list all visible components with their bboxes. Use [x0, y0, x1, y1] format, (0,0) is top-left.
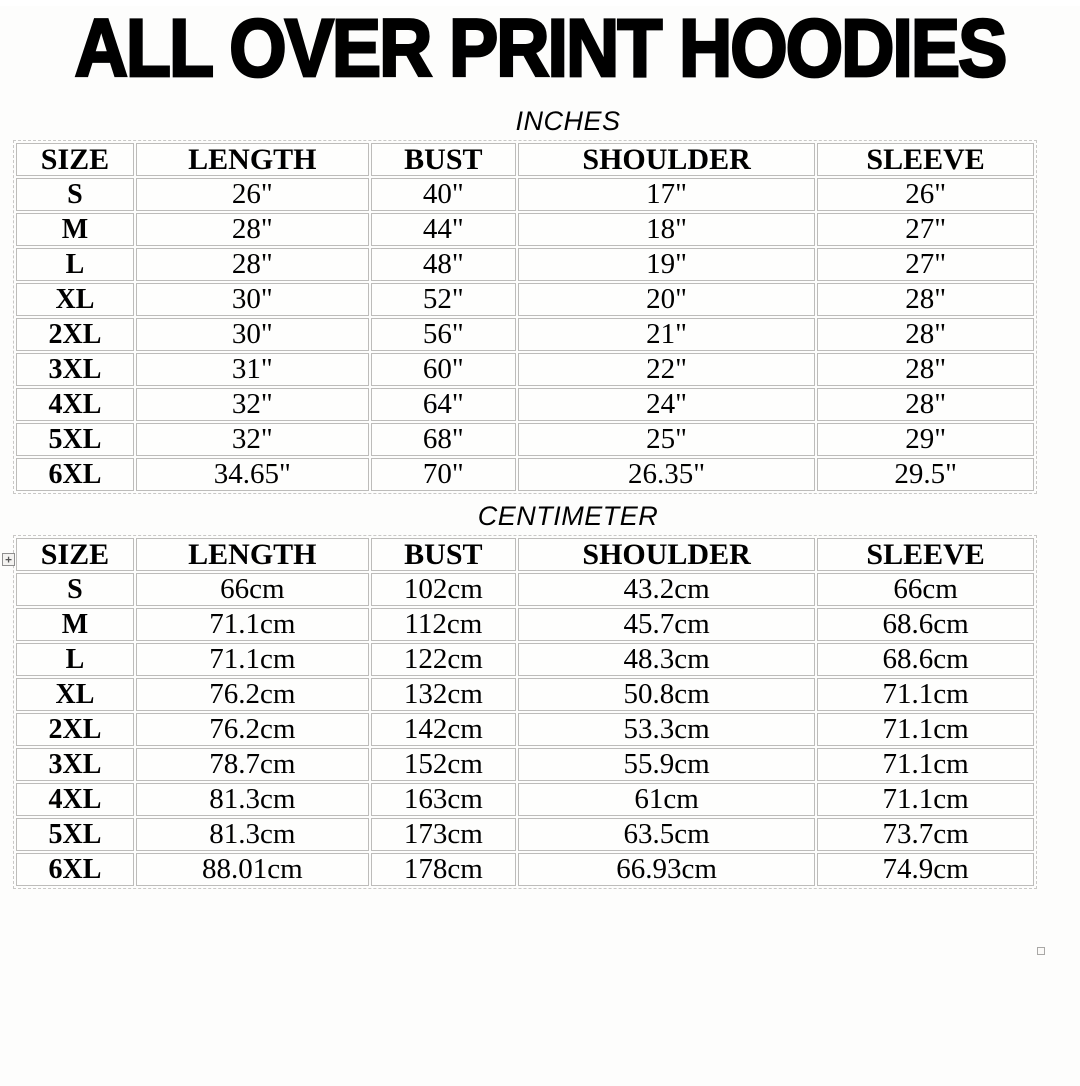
centimeter-size-table [14, 536, 1036, 888]
column-header: SHOULDER [518, 143, 815, 176]
measurement-cell: 152cm [371, 748, 516, 781]
measurement-cell: 66cm [136, 573, 369, 606]
centimeter-unit-label: CENTIMETER [477, 501, 659, 531]
column-header: SLEEVE [817, 143, 1034, 176]
table-row [16, 608, 1034, 641]
measurement-cell: 26" [136, 178, 369, 211]
measurement-cell: 27" [817, 213, 1034, 246]
measurement-cell: 21" [518, 318, 815, 351]
measurement-cell: 48.3cm [518, 643, 815, 676]
measurement-cell: 48" [371, 248, 516, 281]
measurement-cell: 76.2cm [136, 713, 369, 746]
table-row [16, 678, 1034, 711]
measurement-cell: 56" [371, 318, 516, 351]
table-row [16, 643, 1034, 676]
measurement-cell: 24" [518, 388, 815, 421]
measurement-cell: 61cm [518, 783, 815, 816]
header-row [16, 538, 1034, 571]
measurement-cell: 66cm [817, 573, 1034, 606]
table-row [16, 178, 1034, 211]
size-cell: XL [16, 283, 134, 316]
measurement-cell: 55.9cm [518, 748, 815, 781]
measurement-cell: 44" [371, 213, 516, 246]
measurement-cell: 28" [817, 283, 1034, 316]
measurement-cell: 19" [518, 248, 815, 281]
measurement-cell: 34.65" [136, 458, 369, 491]
measurement-cell: 18" [518, 213, 815, 246]
inches-unit-label: INCHES [515, 106, 621, 136]
measurement-cell: 22" [518, 353, 815, 386]
measurement-cell: 64" [371, 388, 516, 421]
table-row [16, 853, 1034, 886]
measurement-cell: 28" [817, 353, 1034, 386]
measurement-cell: 32" [136, 388, 369, 421]
size-cell: 3XL [16, 353, 134, 386]
column-header: BUST [371, 538, 516, 571]
size-cell: 6XL [16, 853, 134, 886]
measurement-cell: 53.3cm [518, 713, 815, 746]
size-cell: 5XL [16, 818, 134, 851]
size-cell: XL [16, 678, 134, 711]
table-row [16, 573, 1034, 606]
column-header: BUST [371, 143, 516, 176]
measurement-cell: 31" [136, 353, 369, 386]
size-chart-page [0, 2, 1080, 1086]
size-cell: 2XL [16, 318, 134, 351]
table-move-handle-icon[interactable]: + [2, 553, 15, 566]
column-header: LENGTH [136, 143, 369, 176]
size-cell: 2XL [16, 713, 134, 746]
measurement-cell: 173cm [371, 818, 516, 851]
measurement-cell: 71.1cm [817, 678, 1034, 711]
measurement-cell: 66.93cm [518, 853, 815, 886]
measurement-cell: 70" [371, 458, 516, 491]
measurement-cell: 45.7cm [518, 608, 815, 641]
measurement-cell: 26.35" [518, 458, 815, 491]
size-cell: L [16, 248, 134, 281]
inches-size-table [14, 141, 1036, 493]
measurement-cell: 78.7cm [136, 748, 369, 781]
measurement-cell: 28" [817, 318, 1034, 351]
measurement-cell: 29.5" [817, 458, 1034, 491]
measurement-cell: 132cm [371, 678, 516, 711]
measurement-cell: 17" [518, 178, 815, 211]
measurement-cell: 71.1cm [817, 713, 1034, 746]
size-cell: 4XL [16, 783, 134, 816]
measurement-cell: 142cm [371, 713, 516, 746]
measurement-cell: 25" [518, 423, 815, 456]
table-row [16, 748, 1034, 781]
size-cell: M [16, 608, 134, 641]
measurement-cell: 71.1cm [136, 643, 369, 676]
table-row [16, 248, 1034, 281]
column-header: SHOULDER [518, 538, 815, 571]
measurement-cell: 68.6cm [817, 608, 1034, 641]
table-resize-handle-icon[interactable] [1037, 947, 1045, 955]
measurement-cell: 20" [518, 283, 815, 316]
table-row [16, 783, 1034, 816]
measurement-cell: 68.6cm [817, 643, 1034, 676]
size-cell: S [16, 573, 134, 606]
measurement-cell: 40" [371, 178, 516, 211]
measurement-cell: 52" [371, 283, 516, 316]
measurement-cell: 71.1cm [136, 608, 369, 641]
page-title: ALL OVER PRINT HOODIES [74, 2, 1006, 95]
table-row [16, 388, 1034, 421]
measurement-cell: 81.3cm [136, 783, 369, 816]
table-row [16, 213, 1034, 246]
size-cell: 5XL [16, 423, 134, 456]
measurement-cell: 28" [817, 388, 1034, 421]
table-row [16, 423, 1034, 456]
measurement-cell: 73.7cm [817, 818, 1034, 851]
measurement-cell: 81.3cm [136, 818, 369, 851]
measurement-cell: 76.2cm [136, 678, 369, 711]
measurement-cell: 28" [136, 213, 369, 246]
measurement-cell: 71.1cm [817, 748, 1034, 781]
measurement-cell: 32" [136, 423, 369, 456]
size-cell: 3XL [16, 748, 134, 781]
size-cell: M [16, 213, 134, 246]
measurement-cell: 88.01cm [136, 853, 369, 886]
measurement-cell: 30" [136, 283, 369, 316]
size-cell: 4XL [16, 388, 134, 421]
size-cell: S [16, 178, 134, 211]
measurement-cell: 43.2cm [518, 573, 815, 606]
inches-table-border [13, 140, 1037, 494]
measurement-cell: 50.8cm [518, 678, 815, 711]
size-cell: L [16, 643, 134, 676]
header-row [16, 143, 1034, 176]
measurement-cell: 74.9cm [817, 853, 1034, 886]
table-row [16, 713, 1034, 746]
measurement-cell: 112cm [371, 608, 516, 641]
measurement-cell: 163cm [371, 783, 516, 816]
column-header: SIZE [16, 143, 134, 176]
measurement-cell: 122cm [371, 643, 516, 676]
size-cell: 6XL [16, 458, 134, 491]
measurement-cell: 178cm [371, 853, 516, 886]
measurement-cell: 71.1cm [817, 783, 1034, 816]
measurement-cell: 27" [817, 248, 1034, 281]
inches-section [0, 106, 1080, 494]
centimeter-table-border [13, 535, 1037, 889]
measurement-cell: 28" [136, 248, 369, 281]
table-row [16, 283, 1034, 316]
table-row [16, 818, 1034, 851]
column-header: SLEEVE [817, 538, 1034, 571]
measurement-cell: 60" [371, 353, 516, 386]
column-header: LENGTH [136, 538, 369, 571]
measurement-cell: 30" [136, 318, 369, 351]
table-row [16, 318, 1034, 351]
table-row [16, 458, 1034, 491]
measurement-cell: 29" [817, 423, 1034, 456]
measurement-cell: 63.5cm [518, 818, 815, 851]
measurement-cell: 102cm [371, 573, 516, 606]
table-row [16, 353, 1034, 386]
centimeter-section [0, 501, 1080, 889]
measurement-cell: 26" [817, 178, 1034, 211]
measurement-cell: 68" [371, 423, 516, 456]
column-header: SIZE [16, 538, 134, 571]
